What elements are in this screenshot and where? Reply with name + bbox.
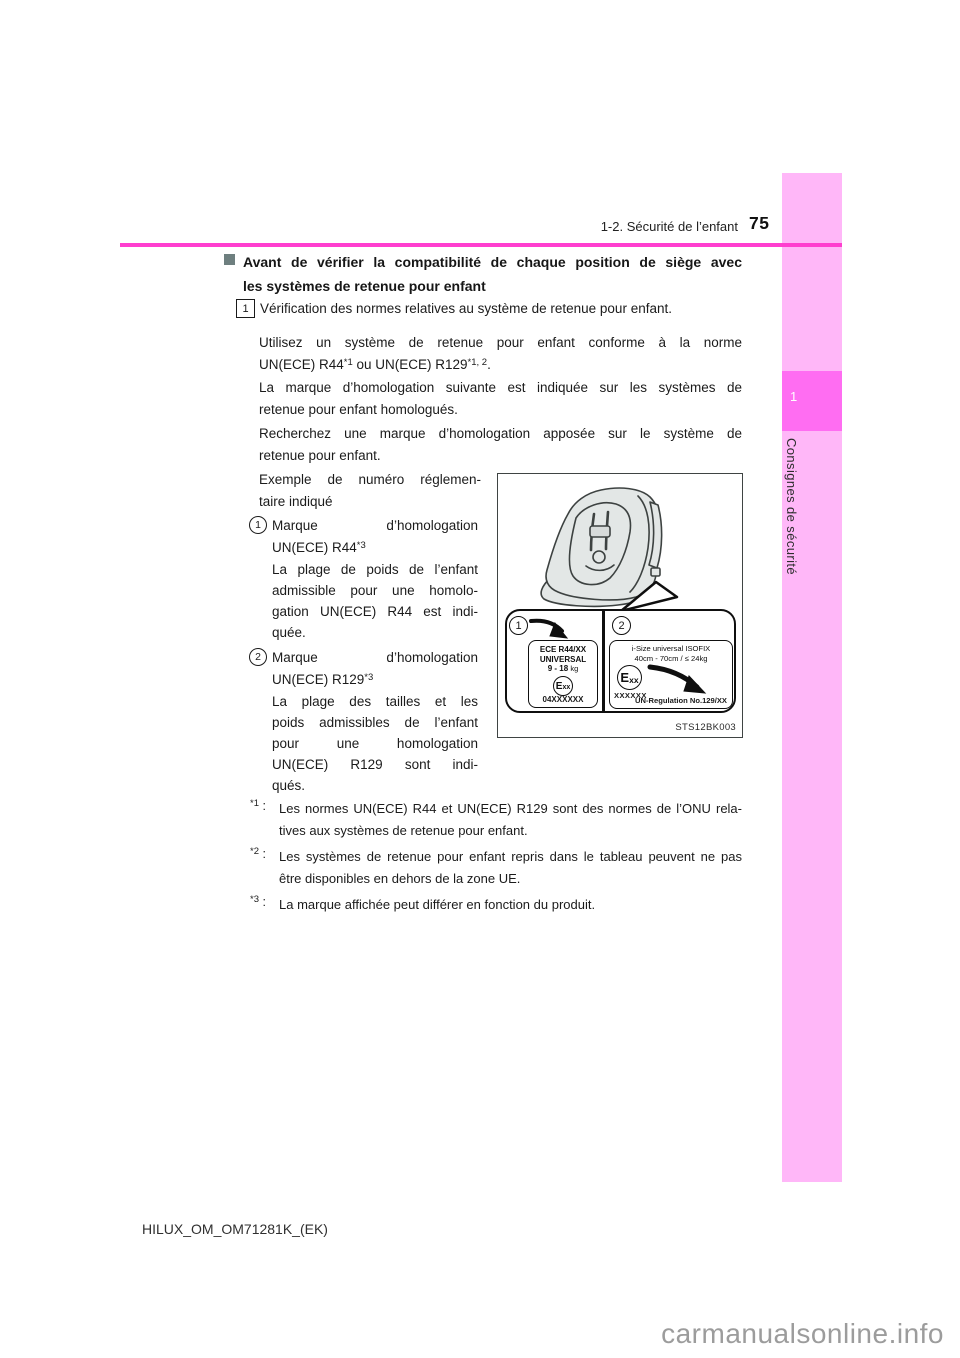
e-mark-icon: E xx [617, 665, 642, 690]
page-number: 75 [749, 213, 770, 233]
r129-approval-number: XXXXXX [614, 691, 647, 700]
footnote-1-text: Les normes UN(ECE) R44 et UN(ECE) R129 sont des normes de l’ONU rela- tives aux systèmes de retenue pour enfant. [279, 801, 742, 838]
footnote-2-marker: $^{*2}$ : [250, 846, 266, 861]
breadcrumb-section-title: 1-2. Sécurité de l’enfant [600, 219, 738, 234]
sidebar-tab-label: Consignes de sécurité [784, 438, 799, 576]
sidebar-band [782, 173, 842, 1182]
header-rule [120, 243, 842, 247]
list-item-2-title: Marque d’homologation UN(ECE) R129$^{*3}$ [272, 650, 478, 687]
paragraph-utilisez: Utilisez un système de retenue pour enfant conforme à la norme UN(ECE) R44$^{*1}$ ou UN(ECE) R129$^{*1, 2}$. [259, 335, 742, 372]
footnote-3-marker: $^{*3}$ : [250, 894, 266, 909]
chapter-tab [782, 371, 842, 431]
list-number-2-icon: 2 [249, 648, 267, 666]
r44-weight-range: 9 - 18 kg [547, 664, 579, 673]
list-item-2-body: La plage des tailles et les poids admissibles de l’enfant pour une homologation UN(ECE) R129 sont indi- qués. [272, 694, 478, 793]
list-item-1-body: La plage de poids de l’enfant admissible pour une homolo- gation UN(ECE) R44 est indi- quée. [272, 562, 478, 640]
step-text: Vérification des normes relatives au système de retenue pour enfant. [260, 301, 672, 316]
chapter-number: 1 [790, 389, 798, 404]
r129-regulation-text: UN-Regulation No.129/XX [635, 696, 727, 705]
isize-text: i-Size universal ISOFIX [631, 644, 711, 653]
panel-divider [602, 611, 605, 711]
r44-universal-text: UNIVERSAL [539, 654, 587, 664]
approval-label-r44 [528, 640, 598, 708]
footnote-1-marker: $^{*1}$ : [250, 798, 266, 813]
buckle [593, 551, 605, 563]
paragraph-exemple: Exemple de numéro réglemen- taire indiqué [259, 472, 481, 509]
approval-label-r129 [609, 640, 733, 709]
footer-doc-code: HILUX_OM_OM71281K_(EK) [142, 1221, 328, 1237]
figure-number-2-icon: 2 [612, 616, 631, 635]
chest-clip [590, 526, 610, 537]
heading-bullet-icon [224, 254, 235, 265]
figure-caption: STS12BK003 [675, 722, 736, 733]
e-mark-icon: E xx [553, 676, 573, 696]
watermark-text: carmanualsonline.info [661, 1318, 944, 1349]
r44-approval-number: 04XXXXXX [542, 695, 584, 704]
r44-standard-text: ECE R44/XX [539, 645, 587, 654]
figure-number-1-icon: 1 [509, 616, 528, 635]
figure-box [497, 473, 743, 738]
paragraph-recherchez: Recherchez une marque d’homologation apposée sur le système de retenue pour enfant. [259, 426, 742, 463]
list-number-1-icon: 1 [249, 516, 267, 534]
footnote-3-text: La marque affichée peut différer en fonction du produit. [279, 897, 596, 912]
section-heading: Avant de vérifier la compatibilité de chaque position de siège avec les systèmes de retenue pour enfant [243, 254, 742, 294]
footnote-2-text: Les systèmes de retenue pour enfant repris dans le tableau peuvent ne pas être disponibles en dehors de la zone UE. [279, 849, 742, 886]
paragraph-marque: La marque d’homologation suivante est indiquée sur les systèmes de retenue pour enfant homologués. [259, 380, 742, 417]
list-item-1-title: Marque d’homologation UN(ECE) R44$^{*3}$ [272, 518, 478, 555]
isize-size-range: 40cm - 70cm / ≤ 24kg [634, 653, 708, 663]
step-number-box: 1 [236, 299, 255, 318]
